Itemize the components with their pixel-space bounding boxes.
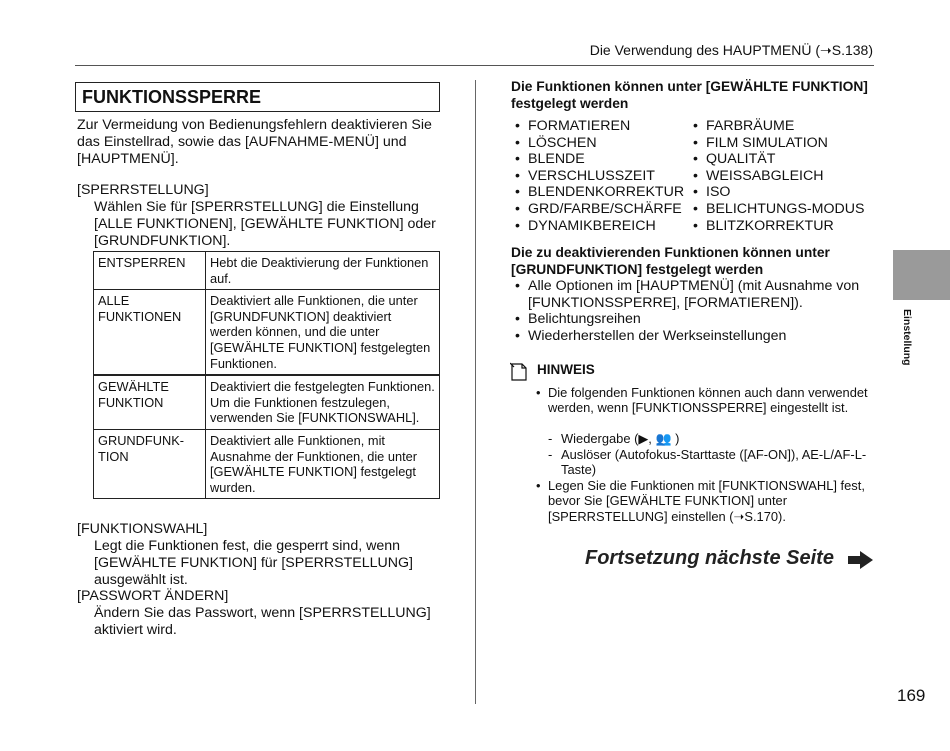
table-description-cell: Deaktiviert alle Funktionen, mit Ausnahme der Funktionen, die unter [GEWÄHLTE FUNKTION] festgelegt wurden. <box>206 429 440 498</box>
continue-text: Fortsetzung nächste Seite <box>585 547 834 569</box>
list-item: • ISO <box>691 184 864 201</box>
intro-paragraph: Zur Vermeidung von Bedienungsfehlern deaktivieren Sie das Einstellrad, sowie das [AUFNAHME-MENÜ] und [HAUPTMENÜ]. <box>77 117 432 167</box>
header-section-reference: Die Verwendung des HAUPTMENÜ (➝S.138) <box>589 42 873 58</box>
list-item: • LÖSCHEN <box>513 135 684 152</box>
chapter-side-label-text: Einstellung <box>901 309 913 366</box>
list-item: • Wiederherstellen der Werkseinstellungen <box>513 328 873 345</box>
note-icon <box>510 362 528 382</box>
note-text: Legen Sie die Funktionen mit [FUNKTIONSWAHL] fest, bevor Sie [GEWÄHLTE FUNKTION] unter [SPERRSTELLUNG] einstellen (➝S.170). <box>548 478 865 524</box>
funktionswahl-label: [FUNKTIONSWAHL] <box>77 521 208 537</box>
table-row <box>94 429 440 498</box>
basic-function-heading: Die zu deaktivierenden Funktionen können unter [GRUNDFUNKTION] festgelegt werden <box>511 245 830 277</box>
table-row <box>94 375 440 429</box>
list-item: • FILM SIMULATION <box>691 135 864 152</box>
selected-function-list-left <box>513 118 684 234</box>
selected-function-list-right <box>691 118 864 234</box>
bullet-dot: • <box>536 385 541 400</box>
section-title-box <box>75 82 440 112</box>
dash-marker: - <box>548 447 553 462</box>
chapter-side-tab <box>893 250 950 300</box>
list-item: • VERSCHLUSSZEIT <box>513 168 684 185</box>
list-item: • Alle Optionen im [HAUPTMENÜ] (mit Ausnahme von [FUNKTIONSSPERRE], [FORMATIEREN]). <box>513 278 873 311</box>
table-description-cell: Deaktiviert die festgelegten Funktionen. Um die Funktionen festzulegen, verwenden Sie [FUNKTIONSWAHL]. <box>206 375 440 429</box>
column-divider <box>475 80 476 704</box>
table-option-cell: GRUNDFUNK-TION <box>94 429 206 498</box>
selected-function-heading: Die Funktionen können unter [GEWÄHLTE FUNKTION] festgelegt werden <box>511 79 868 111</box>
list-item: • WEISSABGLEICH <box>691 168 864 185</box>
table-description-cell: Deaktiviert alle Funktionen, die unter [GRUNDFUNKTION] deaktiviert werden können, und die unter [GEWÄHLTE FUNKTION] festgelegten Funktionen. <box>206 290 440 375</box>
page-number: 169 <box>897 686 926 705</box>
list-item: • FARBRÄUME <box>691 118 864 135</box>
list-item: • BLITZKORREKTUR <box>691 218 864 235</box>
dash-marker: - <box>548 431 553 446</box>
note-subitem: Wiedergabe (▶, 👥 ) <box>561 431 680 446</box>
list-item: • DYNAMIKBEREICH <box>513 218 684 235</box>
note-title: HINWEIS <box>537 362 595 377</box>
table-row <box>94 252 440 290</box>
table-option-cell: ALLE FUNKTIONEN <box>94 290 206 375</box>
table-option-cell: ENTSPERREN <box>94 252 206 290</box>
basic-function-list <box>513 278 873 344</box>
bullet-dot: • <box>536 478 541 493</box>
table-row <box>94 290 440 375</box>
list-item: • FORMATIEREN <box>513 118 684 135</box>
funktionswahl-text: Legt die Funktionen fest, die gesperrt sind, wenn [GEWÄHLTE FUNKTION] für [SPERRSTELLUNG] ausgewählt ist. <box>94 538 414 588</box>
list-item: • BLENDE <box>513 151 684 168</box>
list-item: • Belichtungsreihen <box>513 311 873 328</box>
lock-options-table <box>93 251 440 499</box>
note-subitem: Auslöser (Autofokus-Starttaste ([AF-ON]), AE-L/AF-L-Taste) <box>561 447 867 478</box>
section-title: FUNKTIONSSPERRE <box>82 87 262 107</box>
note-text: Die folgenden Funktionen können auch dann verwendet werden, wenn [FUNKTIONSSPERRE] eingestellt ist. <box>548 385 868 416</box>
chapter-side-label <box>899 309 913 373</box>
list-item: • QUALITÄT <box>691 151 864 168</box>
table-description-cell: Hebt die Deaktivierung der Funktionen auf. <box>206 252 440 290</box>
passwort-text: Ändern Sie das Passwort, wenn [SPERRSTELLUNG] aktiviert wird. <box>94 605 431 638</box>
header-rule <box>75 65 874 66</box>
table-option-cell: GEWÄHLTE FUNKTION <box>94 375 206 429</box>
arrow-right-icon <box>848 550 874 570</box>
list-item: • GRD/FARBE/SCHÄRFE <box>513 201 684 218</box>
passwort-label: [PASSWORT ÄNDERN] <box>77 588 229 604</box>
list-item: • BELICHTUNGS-MODUS <box>691 201 864 218</box>
list-item: • BLENDENKORREKTUR <box>513 184 684 201</box>
sperrstellung-text: Wählen Sie für [SPERRSTELLUNG] die Einstellung [ALLE FUNKTIONEN], [GEWÄHLTE FUNKTION] oder [GRUNDFUNKTION]. <box>94 199 436 249</box>
sperrstellung-label: [SPERRSTELLUNG] <box>77 182 209 198</box>
